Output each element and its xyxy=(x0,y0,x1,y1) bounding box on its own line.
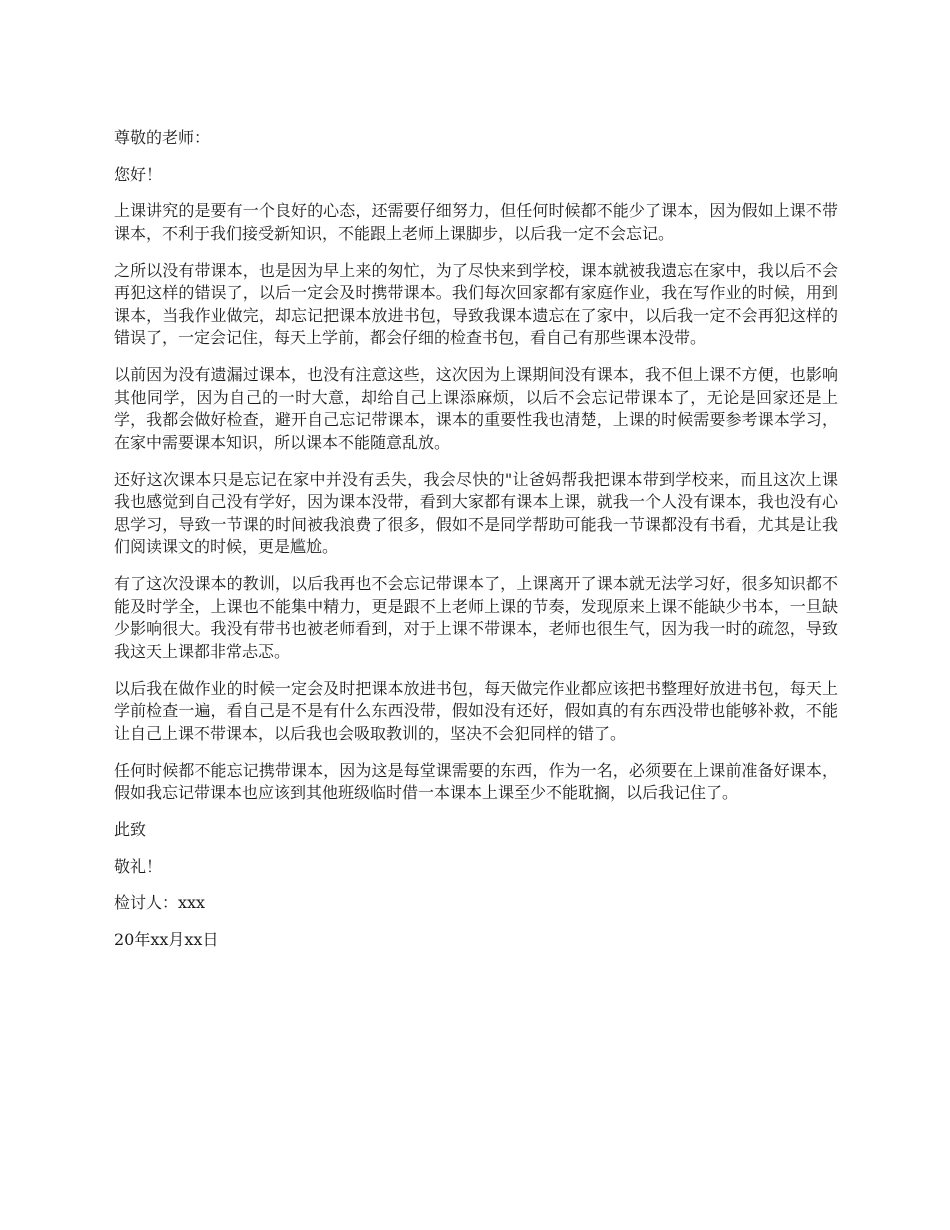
date: 20年xx月xx日 xyxy=(114,929,219,949)
regards: 敬礼！ xyxy=(114,856,163,876)
salutation: 尊敬的老师： xyxy=(114,128,211,147)
paragraph-1: 上课讲究的是要有一个良好的心态，还需要仔细努力，但任何时候都不能少了课本，因为假如上课不带课本，不利于我们接受新知识，不能跟上老师上课脚步，以后我一定不会忘记。 xyxy=(114,201,838,243)
paragraph-3: 以前因为没有遗漏过课本，也没有注意这些，这次因为上课期间没有课本，我不但上课不方便，也影响其他同学，因为自己的一时大意，却给自己上课添麻烦，以后不会忘记带课本了，无论是回家还是上学，我都会做好检查，避开自己忘记带课本，课本的重要性我也清楚，上课的时候需要参考课本学习，在家中需要课本知识，所以课本不能随意乱放。 xyxy=(114,365,838,452)
signature: 检讨人：xxx xyxy=(114,893,206,912)
paragraph-5: 有了这次没课本的教训，以后我再也不会忘记带课本了，上课离开了课本就无法学习好，很多知识都不能及时学全，上课也不能集中精力，更是跟不上老师上课的节奏，发现原来上课不能缺少书本，一旦缺少影响很大。我没有带书也被老师看到，对于上课不带课本，老师也很生气，因为我一时的疏忽，导致我这天上课都非常忐忑。 xyxy=(114,574,838,661)
paragraph-2: 之所以没有带课本，也是因为早上来的匆忙，为了尽快来到学校，课本就被我遗忘在家中，我以后不会再犯这样的错误了，以后一定会及时携带课本。我们每次回家都有家庭作业，我在写作业的时候，用到课本，当我作业做完，却忘记把课本放进书包，导致我课本遗忘在了家中，以后我一定不会再犯这样的错误了，一定会记住，每天上学前，都会仔细的检查书包，看自己有那些课本没带。 xyxy=(114,260,838,347)
paragraph-6: 以后我在做作业的时候一定会及时把课本放进书包，每天做完作业都应该把书整理好放进书包，每天上学前检查一遍，看自己是不是有什么东西没带，假如没有还好，假如真的有东西没带也能够补救，不能让自己上课不带课本，以后我也会吸取教训的，坚决不会犯同样的错了。 xyxy=(114,678,838,743)
closing: 此致 xyxy=(114,820,147,839)
greeting: 您好！ xyxy=(114,164,163,184)
paragraph-4: 还好这次课本只是忘记在家中并没有丢失，我会尽快的"让爸妈帮我把课本带到学校来，而且这次上课我也感觉到自己没有学好，因为课本没带，看到大家都有课本上课，就我一个人没有课本，我也没有心思学习，导致一节课的时间被我浪费了很多，假如不是同学帮助可能我一节课都没有书看，尤其是让我们阅读课文的时候，更是尴尬。 xyxy=(114,469,838,556)
paragraph-7: 任何时候都不能忘记携带课本，因为这是每堂课需要的东西，作为一名，必须要在上课前准备好课本，假如我忘记带课本也应该到其他班级临时借一本课本上课至少不能耽搁，以后我记住了。 xyxy=(114,760,838,802)
